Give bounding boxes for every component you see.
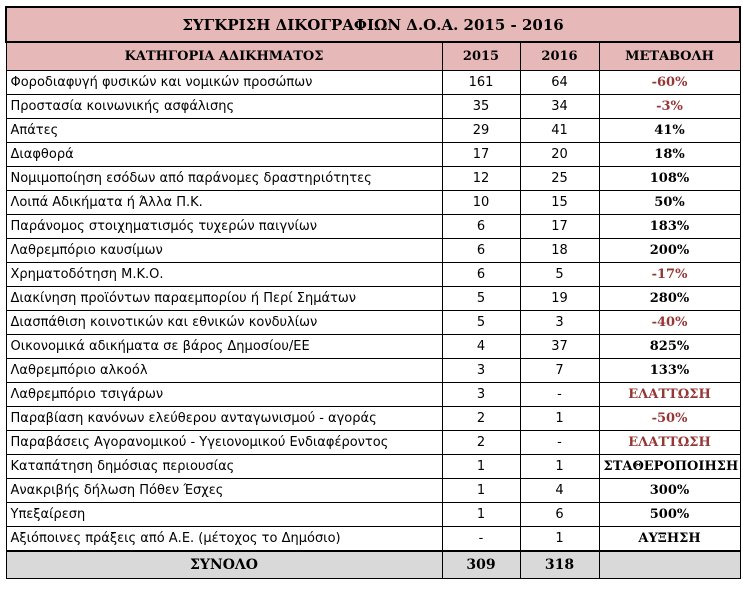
row-value-2016: 37 [520,335,599,359]
row-value-2015: 161 [442,71,520,95]
row-value-2015: 1 [442,503,520,527]
row-value-2015: 5 [442,311,520,335]
total-2016: 318 [520,551,599,579]
row-change: 18% [599,143,740,167]
row-change: 280% [599,287,740,311]
row-category: Παραβάσεις Αγορανομικού - Υγειονομικού Ενδιαφέροντος [6,431,442,455]
table-row [6,383,740,407]
row-change: 300% [599,479,740,503]
row-value-2015: 4 [442,335,520,359]
row-change: 500% [599,503,740,527]
row-value-2016: 5 [520,263,599,287]
row-change: -60% [599,71,740,95]
table-row [6,239,740,263]
table-row [6,407,740,431]
row-category: Ανακριβής δήλωση Πόθεν Έσχες [6,479,442,503]
row-value-2016: 25 [520,167,599,191]
comparison-table [5,6,741,579]
row-value-2015: 29 [442,119,520,143]
header-2015: 2015 [442,42,520,71]
row-change: 200% [599,239,740,263]
row-value-2015: 6 [442,239,520,263]
row-category: Διασπάθιση κοινοτικών και εθνικών κονδυλίων [6,311,442,335]
row-category: Λοιπά Αδικήματα ή Άλλα Π.Κ. [6,191,442,215]
row-value-2015: 17 [442,143,520,167]
table-row [6,287,740,311]
row-value-2016: 1 [520,455,599,479]
row-value-2016: 19 [520,287,599,311]
table-row [6,311,740,335]
row-value-2016: - [520,431,599,455]
header-2016: 2016 [520,42,599,71]
row-value-2015: 1 [442,455,520,479]
row-value-2016: 64 [520,71,599,95]
row-value-2016: 3 [520,311,599,335]
table-row [6,431,740,455]
row-category: Διαφθορά [6,143,442,167]
header-category: ΚΑΤΗΓΟΡΙΑ ΑΔΙΚΗΜΑΤΟΣ [6,42,442,71]
row-value-2015: 6 [442,263,520,287]
row-value-2015: 3 [442,383,520,407]
row-change: 108% [599,167,740,191]
row-value-2016: 34 [520,95,599,119]
row-category: Λαθρεμπόριο καυσίμων [6,239,442,263]
row-change: 133% [599,359,740,383]
row-change: ΕΛΑΤΤΩΣΗ [599,383,740,407]
row-category: Χρηματοδότηση Μ.Κ.Ο. [6,263,442,287]
row-change: -40% [599,311,740,335]
row-change: ΣΤΑΘΕΡΟΠΟΙΗΣΗ [599,455,740,479]
row-value-2015: 6 [442,215,520,239]
row-value-2015: 3 [442,359,520,383]
table-row [6,455,740,479]
row-change: 183% [599,215,740,239]
table-row [6,359,740,383]
table-row [6,263,740,287]
table-row [6,191,740,215]
row-value-2015: 1 [442,479,520,503]
table-row [6,503,740,527]
row-value-2016: 7 [520,359,599,383]
table-row [6,143,740,167]
row-value-2016: 1 [520,407,599,431]
table-row [6,479,740,503]
row-category: Διακίνηση προϊόντων παραεμπορίου ή Περί Σημάτων [6,287,442,311]
table-title-row [6,7,740,42]
total-row [6,551,740,579]
row-value-2015: 2 [442,407,520,431]
total-change [599,551,740,579]
total-2015: 309 [442,551,520,579]
row-category: Υπεξαίρεση [6,503,442,527]
table-row [6,215,740,239]
header-change: ΜΕΤΑΒΟΛΗ [599,42,740,71]
row-category: Νομιμοποίηση εσόδων από παράνομες δραστηριότητες [6,167,442,191]
row-value-2016: 17 [520,215,599,239]
row-category: Καταπάτηση δημόσιας περιουσίας [6,455,442,479]
table-row [6,119,740,143]
row-value-2016: - [520,383,599,407]
header-row [6,42,740,71]
total-label: ΣΥΝΟΛΟ [6,551,442,579]
row-value-2016: 1 [520,527,599,552]
row-category: Λαθρεμπόριο αλκοόλ [6,359,442,383]
table-row [6,335,740,359]
table-row [6,527,740,552]
row-value-2016: 18 [520,239,599,263]
row-category: Απάτες [6,119,442,143]
row-value-2015: 35 [442,95,520,119]
row-category: Παραβίαση κανόνων ελεύθερου ανταγωνισμού - αγοράς [6,407,442,431]
row-value-2016: 41 [520,119,599,143]
row-category: Λαθρεμπόριο τσιγάρων [6,383,442,407]
row-category: Παράνομος στοιχηματισμός τυχερών παιγνίων [6,215,442,239]
row-change: -50% [599,407,740,431]
table-title: ΣΥΓΚΡΙΣΗ ΔΙΚΟΓΡΑΦΙΩΝ Δ.Ο.Α. 2015 - 2016 [6,7,740,42]
row-change: ΕΛΑΤΤΩΣΗ [599,431,740,455]
row-category: Προστασία κοινωνικής ασφάλισης [6,95,442,119]
row-change: 41% [599,119,740,143]
row-change: 825% [599,335,740,359]
row-value-2015: 5 [442,287,520,311]
row-value-2016: 20 [520,143,599,167]
row-value-2016: 4 [520,479,599,503]
row-value-2016: 15 [520,191,599,215]
row-change: -3% [599,95,740,119]
table-row [6,71,740,95]
row-value-2015: 12 [442,167,520,191]
row-value-2015: 2 [442,431,520,455]
row-change: 50% [599,191,740,215]
row-value-2015: - [442,527,520,552]
table-row [6,95,740,119]
row-change: -17% [599,263,740,287]
row-value-2016: 6 [520,503,599,527]
row-category: Αξιόποινες πράξεις από Α.Ε. (μέτοχος το Δημόσιο) [6,527,442,552]
row-category: Φοροδιαφυγή φυσικών και νομικών προσώπων [6,71,442,95]
row-change: ΑΥΞΗΣΗ [599,527,740,552]
row-value-2015: 10 [442,191,520,215]
row-category: Οικονομικά αδικήματα σε βάρος Δημοσίου/ΕΕ [6,335,442,359]
table-row [6,167,740,191]
